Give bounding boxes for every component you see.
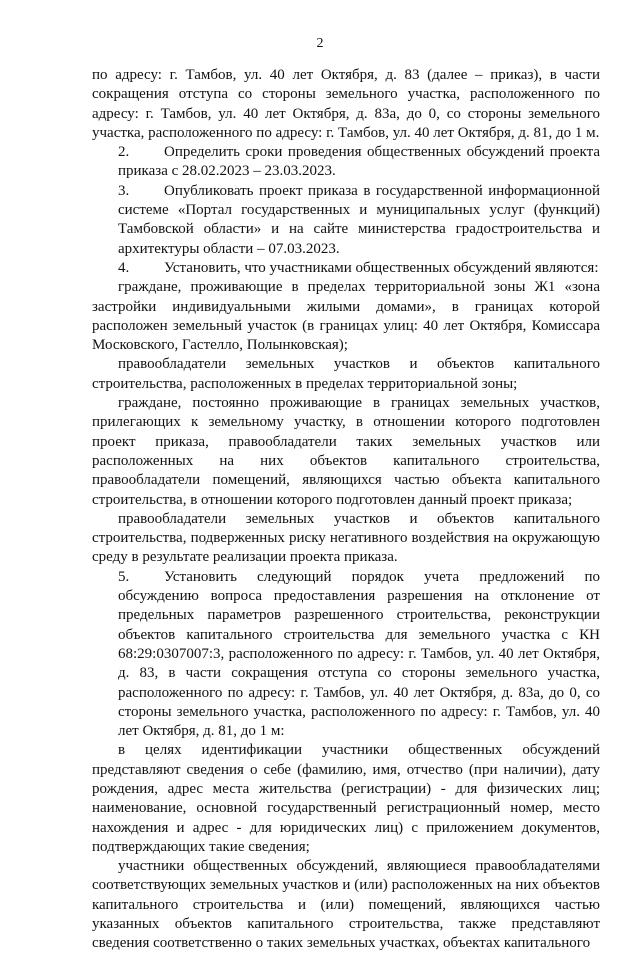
document-body (92, 66, 600, 954)
paragraph-number: 2. (118, 144, 130, 161)
paragraph-text: Определить сроки проведения общественных обсуждений проекта приказа с 28.02.2023 – 23.03.2023. (118, 144, 600, 180)
paragraph-4 (92, 259, 600, 278)
paragraph-continuation: по адресу: г. Тамбов, ул. 40 лет Октября, д. 83 (далее – приказ), в части сокращения отступа со стороны земельного участка, расположенного по адресу: г. Тамбов, ул. 40 лет Октября, д. 83а, до 0, со стороны земельного участка, расположенного по адресу: г. Тамбов, ул. 40 лет Октября, д. 81, до 1 м. (92, 67, 600, 141)
paragraph-4-item: граждане, постоянно проживающие в границах земельных участков, прилегающих к земельному участку, в отношении которого подготовлен проект приказа, правообладатели таких земельных участков или расположенных на них объектов капитального строительства, правообладатели помещений, являющихся частью объекта капитального строительства, в отношении которого подготовлен данный проект приказа; (92, 395, 600, 508)
paragraph-5 (92, 568, 600, 742)
paragraph-5-item: участники общественных обсуждений, являющиеся правообладателями соответствующих земельных участков и (или) расположенных на них объектов капитального строительства и (или) помещений, являющихся частью указанных объектов капитального строительства, также представляют сведения соответственно о таких земельных участках, объектах капитального (92, 858, 600, 952)
paragraph-4-item: правообладатели земельных участков и объектов капитального строительства, подверженных риску негативного воздействия на окружающую среду в результате реализации проекта приказа. (92, 510, 600, 566)
paragraph-5-item: в целях идентификации участники общественных обсуждений представляют сведения о себе (фамилию, имя, отчество (при наличии), дату рождения, адрес места жительства (регистрации) - для физических лиц; наименование, основной государственный регистрационный номер, место нахождения и адрес - для юридических лиц) с приложением документов, подтверждающих такие сведения; (92, 742, 600, 855)
paragraph-2 (92, 143, 600, 182)
paragraph-text: Опубликовать проект приказа в государственной информационной системе «Портал государственных и муниципальных услуг (функций) Тамбовской области» и на сайте министерства градостроительства и архитектуры области – 07.03.2023. (118, 182, 600, 257)
page-number: 2 (316, 36, 324, 51)
paragraph-number: 5. (118, 568, 130, 585)
paragraph-number: 3. (118, 182, 130, 199)
paragraph-4-item: правообладатели земельных участков и объектов капитального строительства, расположенных в пределах территориальной зоны; (92, 356, 600, 392)
paragraph-4-item: граждане, проживающие в пределах территориальной зоны Ж1 «зона застройки индивидуальными жилыми домами», в границах которой расположен земельный участок (в границах улиц: 40 лет Октября, Комиссара Московского, Гастелло, Полынковская); (92, 279, 600, 354)
paragraph-text: Установить, что участниками общественных обсуждений являются: (164, 259, 599, 276)
paragraph-text: Установить следующий порядок учета предложений по обсуждению вопроса предоставления разрешения на отклонение от предельных параметров разрешенного строительства, реконструкции объектов капитального строительства для земельного участка с КН 68:29:0307007:3, расположенного по адресу: г. Тамбов, ул. 40 лет Октября, д. 83, в части сокращения отступа со стороны земельного участка, расположенного по адресу: г. Тамбов, ул. 40 лет Октября, д. 83а, до 0, со стороны земельного участка, расположенного по адресу: г. Тамбов, ул. 40 лет Октября, д. 81, до 1 м: (118, 568, 600, 740)
paragraph-3 (92, 182, 600, 259)
paragraph-number: 4. (118, 259, 130, 276)
